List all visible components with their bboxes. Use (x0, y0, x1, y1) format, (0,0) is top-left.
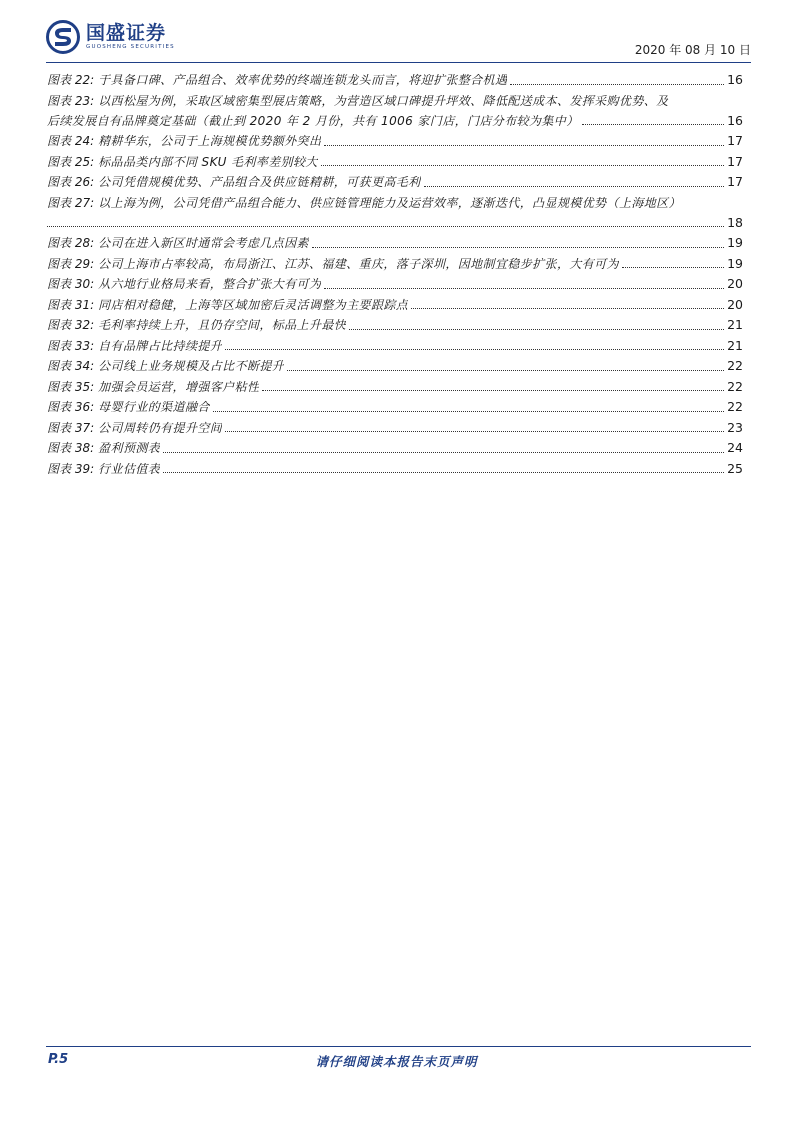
figure-label: 图表 27: (47, 195, 95, 210)
dot-leader (163, 452, 724, 453)
figure-page-number: 22 (727, 358, 743, 373)
figure-title: 公司周转仍有提升空间 (98, 420, 223, 435)
brand-name-en: GUOSHENG SECURITIES (86, 44, 175, 50)
figure-title: 毛利率持续上升，且仍存空间，标品上升最快 (98, 318, 347, 332)
figure-list-item-continued[interactable] (47, 213, 743, 233)
figure-label: 图表 34: (47, 359, 95, 373)
dot-leader (424, 186, 725, 187)
figure-label: 图表 26: (47, 175, 95, 189)
figure-label: 图表 22: (47, 73, 95, 87)
figure-list-item[interactable] (47, 315, 743, 336)
dot-leader (411, 308, 724, 309)
figure-list-item[interactable] (47, 131, 743, 152)
figure-page-number: 18 (727, 214, 743, 230)
dot-leader (349, 329, 724, 330)
figure-page-number: 23 (727, 419, 743, 435)
brand-logo (46, 20, 175, 54)
figure-list-item-continued[interactable] (47, 111, 743, 131)
figure-list-item[interactable] (47, 152, 743, 173)
figure-page-number: 17 (727, 153, 743, 169)
figure-list-item[interactable] (47, 295, 743, 316)
dot-leader (510, 84, 724, 85)
figure-title: 以上海为例，公司凭借产品组合能力、供应链管理能力及运营效率，逐渐迭代，凸显规模优势（上海地区） (98, 195, 681, 210)
figure-title: 公司在进入新区时通常会考虑几点因素 (98, 236, 309, 250)
figure-label: 图表 39: (47, 461, 95, 476)
figure-title: 从六地行业格局来看，整合扩张大有可为 (98, 277, 322, 291)
figure-title: 自有品牌占比持续提升 (98, 338, 223, 353)
figure-title: 盈利预测表 (98, 441, 161, 455)
page-number: P.5 (48, 1052, 69, 1067)
dot-leader (262, 390, 724, 391)
figure-title: 同店相对稳健，上海等区域加密后灵活调整为主要跟踪点 (98, 297, 409, 312)
figure-list-item[interactable] (47, 418, 743, 439)
report-date: 2020 年 08 月 10 日 (634, 43, 751, 57)
figure-title-continued: 后续发展自有品牌奠定基础（截止到 2020 年 2 月份，共有 1006 家门店，门店分布较为集中） (47, 113, 579, 128)
figure-label: 图表 24: (47, 134, 95, 148)
figure-list-item[interactable] (47, 397, 743, 418)
dot-leader (163, 472, 724, 473)
figure-title: 公司凭借规模优势、产品组合及供应链精耕，可获更高毛利 (98, 175, 421, 189)
figure-title: 公司线上业务规模及占比不断提升 (98, 359, 285, 373)
figure-title: 标品品类内部不同 SKU 毛利率差别较大 (98, 154, 318, 169)
figure-list-item[interactable] (47, 193, 743, 214)
dot-leader (582, 124, 724, 125)
figure-page-number: 16 (727, 112, 743, 128)
figure-page-number: 21 (727, 317, 743, 332)
figure-list-item[interactable] (47, 377, 743, 398)
figure-page-number: 25 (727, 460, 743, 476)
figure-page-number: 22 (727, 378, 743, 394)
figure-label: 图表 37: (47, 420, 95, 435)
page-header (46, 18, 751, 62)
dot-leader (225, 431, 724, 432)
figure-label: 图表 36: (47, 400, 95, 414)
figure-label: 图表 25: (47, 154, 95, 169)
figure-label: 图表 33: (47, 338, 95, 353)
dot-leader (312, 247, 724, 248)
figure-label: 图表 38: (47, 441, 95, 455)
figure-page-number: 16 (727, 72, 743, 87)
figure-page-number: 17 (727, 133, 743, 148)
figure-label: 图表 31: (47, 297, 95, 312)
figure-list-item[interactable] (47, 91, 743, 112)
dot-leader (622, 267, 724, 268)
figure-page-number: 20 (727, 276, 743, 291)
figure-list-item[interactable] (47, 459, 743, 480)
figure-list-item[interactable] (47, 356, 743, 377)
figure-page-number: 20 (727, 296, 743, 312)
figure-page-number: 17 (727, 174, 743, 189)
figure-list-item[interactable] (47, 70, 743, 91)
figure-title: 行业估值表 (98, 461, 161, 476)
figure-title: 以西松屋为例，采取区域密集型展店策略，为营造区域口碑提升坪效、降低配送成本、发挥采购优势、及 (98, 93, 669, 108)
figure-list (47, 70, 743, 479)
figure-page-number: 22 (727, 399, 743, 414)
figure-title: 母婴行业的渠道融合 (98, 400, 210, 414)
dot-leader (321, 165, 724, 166)
figure-label: 图表 29: (47, 256, 95, 271)
figure-page-number: 24 (727, 440, 743, 455)
figure-label: 图表 30: (47, 277, 95, 291)
header-divider (46, 62, 751, 63)
figure-page-number: 19 (727, 255, 743, 271)
footer-disclaimer: 请仔细阅读本报告末页声明 (315, 1054, 478, 1069)
dot-leader (213, 411, 724, 412)
figure-title: 公司上海市占率较高，布局浙江、江苏、福建、重庆，落子深圳，因地制宜稳步扩张，大有可为 (98, 256, 619, 271)
figure-title: 精耕华东，公司于上海规模优势额外突出 (98, 134, 322, 148)
figure-list-item[interactable] (47, 233, 743, 254)
figure-label: 图表 32: (47, 318, 95, 332)
brand-name-cn: 国盛证券 (86, 22, 167, 44)
figure-title: 加强会员运营，增强客户粘性 (98, 379, 260, 394)
dot-leader (324, 288, 724, 289)
figure-page-number: 19 (727, 235, 743, 250)
figure-label: 图表 28: (47, 236, 95, 250)
figure-title: 于具备口碑、产品组合、效率优势的终端连锁龙头而言，将迎扩张整合机遇 (98, 73, 508, 87)
dot-leader (47, 226, 724, 227)
figure-label: 图表 35: (47, 379, 95, 394)
dot-leader (287, 370, 724, 371)
figure-label: 图表 23: (47, 93, 95, 108)
dot-leader (225, 349, 724, 350)
figure-page-number: 21 (727, 337, 743, 353)
figure-list-item[interactable] (47, 438, 743, 459)
figure-list-item[interactable] (47, 274, 743, 295)
dot-leader (324, 145, 724, 146)
figure-list-item[interactable] (47, 254, 743, 275)
figure-list-item[interactable] (47, 172, 743, 193)
figure-list-item[interactable] (47, 336, 743, 357)
footer-divider (46, 1046, 751, 1047)
brand-logo-icon (46, 20, 80, 54)
